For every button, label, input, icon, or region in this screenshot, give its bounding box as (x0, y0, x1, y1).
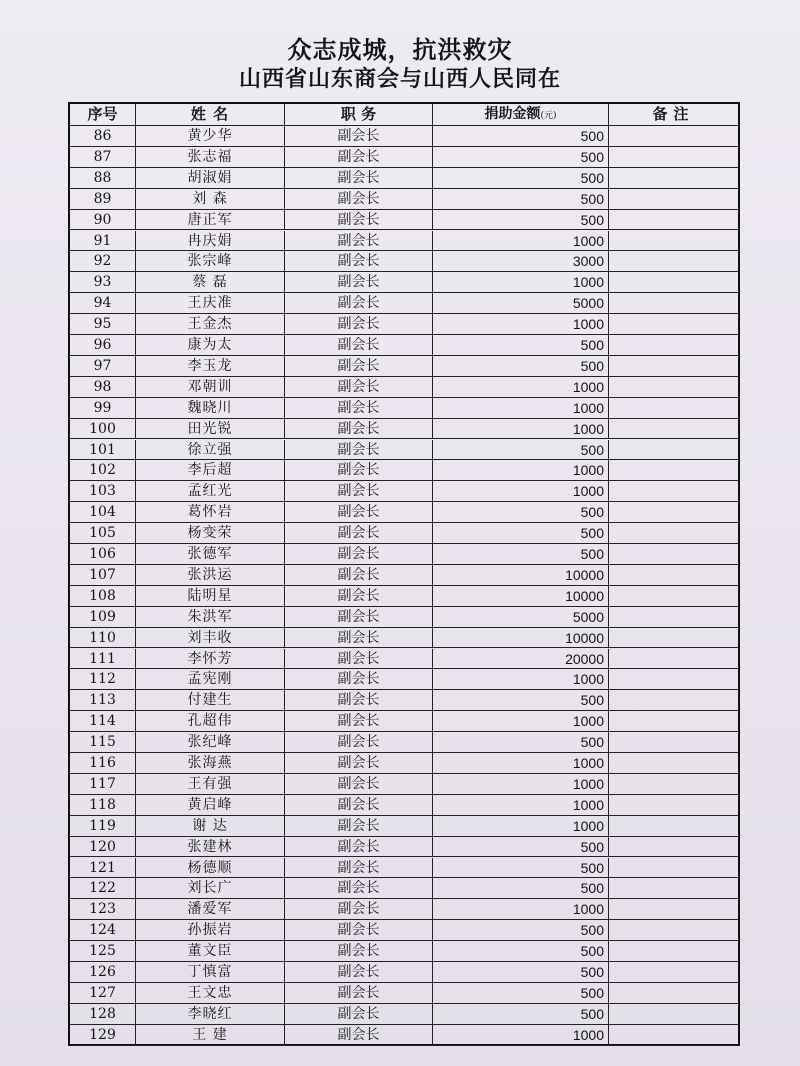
donor-position: 副会长 (285, 962, 433, 982)
donor-name: 李怀芳 (136, 649, 285, 669)
row-number: 128 (70, 1004, 136, 1024)
donation-note (609, 147, 738, 167)
donation-note (609, 878, 738, 898)
donor-position: 副会长 (285, 690, 433, 710)
row-number: 96 (70, 335, 136, 355)
donation-amount: 500 (433, 941, 609, 961)
donation-amount: 1000 (433, 753, 609, 773)
table-row (70, 586, 738, 607)
page-subtitle: 山西省山东商会与山西人民同在 (238, 66, 561, 92)
donor-position: 副会长 (285, 502, 433, 522)
table-row (70, 335, 738, 356)
row-number: 88 (70, 168, 136, 188)
row-number: 107 (70, 565, 136, 585)
donor-position: 副会长 (285, 565, 433, 585)
table-row (70, 293, 738, 314)
donation-amount: 1000 (433, 460, 609, 480)
row-number: 105 (70, 523, 136, 543)
donation-note (609, 753, 738, 773)
donation-note (609, 502, 738, 522)
donation-amount: 500 (433, 920, 609, 940)
donor-position: 副会长 (285, 774, 433, 794)
header-note: 备注 (652, 105, 695, 123)
donor-position: 副会长 (285, 210, 433, 230)
donation-amount: 500 (433, 126, 609, 146)
header-amount-unit: (元) (540, 111, 557, 121)
donor-name: 张洪运 (136, 565, 285, 585)
donor-name: 徐立强 (136, 440, 285, 460)
donation-note (609, 565, 738, 585)
donation-amount: 1000 (433, 1025, 609, 1045)
donation-note (609, 858, 738, 878)
donor-name: 魏晓川 (136, 398, 285, 418)
table-row (70, 690, 738, 711)
row-number: 119 (70, 816, 136, 836)
donor-name: 田光锐 (136, 419, 285, 439)
donor-name: 冉庆娟 (136, 231, 285, 251)
donation-note (609, 335, 738, 355)
donor-name: 杨德顺 (136, 858, 285, 878)
row-number: 101 (70, 440, 136, 460)
donor-name: 刘 森 (136, 189, 285, 209)
table-row (70, 147, 738, 168)
table-row (70, 899, 738, 920)
donor-position: 副会长 (285, 1025, 433, 1045)
donor-position: 副会长 (285, 816, 433, 836)
donor-name: 王 建 (136, 1025, 285, 1045)
table-row (70, 669, 738, 690)
donor-position: 副会长 (285, 1004, 433, 1024)
donation-amount: 1000 (433, 377, 609, 397)
donation-note (609, 962, 738, 982)
table-row (70, 816, 738, 837)
donation-note (609, 210, 738, 230)
donor-name: 朱洪军 (136, 607, 285, 627)
donor-position: 副会长 (285, 878, 433, 898)
donor-position: 副会长 (285, 920, 433, 940)
table-row (70, 398, 738, 419)
donor-position: 副会长 (285, 126, 433, 146)
donor-position: 副会长 (285, 753, 433, 773)
table-row (70, 440, 738, 461)
row-number: 112 (70, 669, 136, 689)
donation-amount: 20000 (433, 649, 609, 669)
table-row (70, 419, 738, 440)
donor-name: 唐正军 (136, 210, 285, 230)
row-number: 103 (70, 481, 136, 501)
table-row (70, 795, 738, 816)
donation-note (609, 314, 738, 334)
table-row (70, 649, 738, 670)
donor-position: 副会长 (285, 231, 433, 251)
donation-amount: 500 (433, 168, 609, 188)
donor-name: 王有强 (136, 774, 285, 794)
donation-note (609, 523, 738, 543)
donation-amount: 1000 (433, 816, 609, 836)
header-amount (433, 104, 609, 125)
row-number: 89 (70, 189, 136, 209)
donation-amount: 500 (433, 962, 609, 982)
donor-name: 康为太 (136, 335, 285, 355)
row-number: 100 (70, 419, 136, 439)
table-row (70, 962, 738, 983)
donor-position: 副会长 (285, 481, 433, 501)
row-number: 99 (70, 398, 136, 418)
donation-note (609, 732, 738, 752)
row-number: 95 (70, 314, 136, 334)
table-row (70, 168, 738, 189)
donation-note (609, 628, 738, 648)
donor-name: 张德军 (136, 544, 285, 564)
donation-note (609, 272, 738, 292)
row-number: 114 (70, 711, 136, 731)
donation-amount: 1000 (433, 899, 609, 919)
donor-name: 刘长广 (136, 878, 285, 898)
donation-amount: 500 (433, 335, 609, 355)
row-number: 115 (70, 732, 136, 752)
donor-position: 副会长 (285, 272, 433, 292)
donation-note (609, 460, 738, 480)
row-number: 108 (70, 586, 136, 606)
row-number: 94 (70, 293, 136, 313)
donation-note (609, 711, 738, 731)
row-number: 106 (70, 544, 136, 564)
donor-position: 副会长 (285, 189, 433, 209)
row-number: 109 (70, 607, 136, 627)
row-number: 92 (70, 251, 136, 271)
donor-name: 王文忠 (136, 983, 285, 1003)
row-number: 113 (70, 690, 136, 710)
donation-note (609, 920, 738, 940)
table-row (70, 837, 738, 858)
donation-amount: 500 (433, 210, 609, 230)
donation-note (609, 544, 738, 564)
donor-name: 李玉龙 (136, 356, 285, 376)
donation-amount: 500 (433, 732, 609, 752)
donor-name: 付建生 (136, 690, 285, 710)
header-name: 姓 名 (136, 104, 285, 125)
row-number: 123 (70, 899, 136, 919)
donation-note (609, 586, 738, 606)
donation-amount: 500 (433, 690, 609, 710)
row-number: 116 (70, 753, 136, 773)
donation-note (609, 649, 738, 669)
donor-name: 王金杰 (136, 314, 285, 334)
row-number: 86 (70, 126, 136, 146)
row-number: 127 (70, 983, 136, 1003)
donor-name: 蔡 磊 (136, 272, 285, 292)
donation-amount: 10000 (433, 628, 609, 648)
donation-amount: 1000 (433, 231, 609, 251)
donation-note (609, 440, 738, 460)
table-row (70, 920, 738, 941)
table-row (70, 314, 738, 335)
table-row (70, 189, 738, 210)
row-number: 121 (70, 858, 136, 878)
donation-note (609, 795, 738, 815)
donation-note (609, 690, 738, 710)
table-header-row (70, 104, 738, 126)
header-position: 职 务 (285, 104, 433, 125)
donor-name: 陆明星 (136, 586, 285, 606)
donation-amount: 1000 (433, 314, 609, 334)
donation-amount: 500 (433, 983, 609, 1003)
donor-position: 副会长 (285, 398, 433, 418)
table-row (70, 481, 738, 502)
donation-amount: 500 (433, 1004, 609, 1024)
donation-amount: 10000 (433, 565, 609, 585)
row-number: 90 (70, 210, 136, 230)
donation-amount: 1000 (433, 795, 609, 815)
donation-amount: 1000 (433, 481, 609, 501)
table-row (70, 607, 738, 628)
table-row (70, 544, 738, 565)
donor-name: 丁慎富 (136, 962, 285, 982)
donor-name: 杨变荣 (136, 523, 285, 543)
table-row (70, 983, 738, 1004)
table-row (70, 1004, 738, 1025)
table-row (70, 523, 738, 544)
donation-note (609, 251, 738, 271)
table-row (70, 210, 738, 231)
donation-note (609, 293, 738, 313)
donation-amount: 10000 (433, 586, 609, 606)
donor-position: 副会长 (285, 168, 433, 188)
donor-name: 黄启峰 (136, 795, 285, 815)
donor-name: 孟宪刚 (136, 669, 285, 689)
donation-amount: 500 (433, 502, 609, 522)
donation-note (609, 231, 738, 251)
table-row (70, 941, 738, 962)
donation-note (609, 669, 738, 689)
donor-position: 副会长 (285, 419, 433, 439)
donation-note (609, 1004, 738, 1024)
donation-amount: 5000 (433, 607, 609, 627)
row-number: 111 (70, 649, 136, 669)
donor-name: 张纪峰 (136, 732, 285, 752)
donor-name: 王庆准 (136, 293, 285, 313)
row-number: 124 (70, 920, 136, 940)
donation-amount: 1000 (433, 419, 609, 439)
donor-position: 副会长 (285, 147, 433, 167)
table-row (70, 628, 738, 649)
donor-position: 副会长 (285, 377, 433, 397)
donation-amount: 1000 (433, 669, 609, 689)
header-no: 序号 (70, 104, 136, 125)
donor-name: 潘爱军 (136, 899, 285, 919)
row-number: 120 (70, 837, 136, 857)
table-row (70, 272, 738, 293)
row-number: 126 (70, 962, 136, 982)
donor-name: 孔超伟 (136, 711, 285, 731)
donor-name: 李后超 (136, 460, 285, 480)
donation-note (609, 126, 738, 146)
donation-amount: 500 (433, 440, 609, 460)
donation-note (609, 816, 738, 836)
donation-amount: 500 (433, 878, 609, 898)
donation-note (609, 899, 738, 919)
table-row (70, 502, 738, 523)
donation-note (609, 419, 738, 439)
donation-amount: 500 (433, 837, 609, 857)
donation-note (609, 1025, 738, 1045)
donor-name: 张志福 (136, 147, 285, 167)
donor-position: 副会长 (285, 586, 433, 606)
page-title: 众志成城，抗洪救灾 (287, 35, 513, 64)
row-number: 122 (70, 878, 136, 898)
header-amount-label: 捐助金额 (484, 106, 541, 122)
row-number: 110 (70, 628, 136, 648)
row-number: 129 (70, 1025, 136, 1045)
donor-name: 董文臣 (136, 941, 285, 961)
donation-amount: 500 (433, 858, 609, 878)
donor-position: 副会长 (285, 732, 433, 752)
donor-name: 张海燕 (136, 753, 285, 773)
donor-position: 副会长 (285, 858, 433, 878)
donor-position: 副会长 (285, 460, 433, 480)
row-number: 125 (70, 941, 136, 961)
donation-table (68, 102, 740, 1046)
row-number: 117 (70, 774, 136, 794)
row-number: 98 (70, 377, 136, 397)
donor-name: 张宗峰 (136, 251, 285, 271)
donor-position: 副会长 (285, 335, 433, 355)
donation-amount: 1000 (433, 398, 609, 418)
donor-position: 副会长 (285, 251, 433, 271)
donation-amount: 1000 (433, 711, 609, 731)
donation-amount: 5000 (433, 293, 609, 313)
donation-note (609, 189, 738, 209)
donation-note (609, 774, 738, 794)
donation-note (609, 398, 738, 418)
table-row (70, 732, 738, 753)
donor-name: 李晓红 (136, 1004, 285, 1024)
donor-name: 葛怀岩 (136, 502, 285, 522)
donor-position: 副会长 (285, 356, 433, 376)
table-row (70, 1025, 738, 1046)
table-row (70, 460, 738, 481)
donation-amount: 500 (433, 189, 609, 209)
donation-note (609, 607, 738, 627)
table-row (70, 753, 738, 774)
donor-position: 副会长 (285, 837, 433, 857)
donor-position: 副会长 (285, 628, 433, 648)
table-row (70, 858, 738, 879)
donor-position: 副会长 (285, 795, 433, 815)
table-row (70, 126, 738, 147)
donor-name: 谢 达 (136, 816, 285, 836)
table-row (70, 377, 738, 398)
donor-position: 副会长 (285, 293, 433, 313)
donor-position: 副会长 (285, 523, 433, 543)
table-row (70, 711, 738, 732)
donor-name: 张建林 (136, 837, 285, 857)
donation-note (609, 356, 738, 376)
donor-position: 副会长 (285, 669, 433, 689)
donation-amount: 500 (433, 544, 609, 564)
donor-position: 副会长 (285, 711, 433, 731)
donation-note (609, 983, 738, 1003)
donor-name: 邓朝训 (136, 377, 285, 397)
donor-position: 副会长 (285, 607, 433, 627)
table-row (70, 878, 738, 899)
donor-name: 胡淑娟 (136, 168, 285, 188)
donation-amount: 500 (433, 147, 609, 167)
table-row (70, 774, 738, 795)
row-number: 87 (70, 147, 136, 167)
donation-amount: 1000 (433, 272, 609, 292)
row-number: 104 (70, 502, 136, 522)
donation-amount: 1000 (433, 774, 609, 794)
donation-amount: 500 (433, 523, 609, 543)
donor-position: 副会长 (285, 544, 433, 564)
table-row (70, 356, 738, 377)
donation-note (609, 168, 738, 188)
donation-note (609, 941, 738, 961)
table-row (70, 231, 738, 252)
donor-position: 副会长 (285, 941, 433, 961)
donor-position: 副会长 (285, 983, 433, 1003)
donor-position: 副会长 (285, 440, 433, 460)
row-number: 102 (70, 460, 136, 480)
donor-name: 黄少华 (136, 126, 285, 146)
table-row (70, 251, 738, 272)
donor-position: 副会长 (285, 649, 433, 669)
table-row (70, 565, 738, 586)
donation-amount: 3000 (433, 251, 609, 271)
donor-position: 副会长 (285, 899, 433, 919)
row-number: 118 (70, 795, 136, 815)
donor-name: 刘丰收 (136, 628, 285, 648)
row-number: 97 (70, 356, 136, 376)
donor-name: 孟红光 (136, 481, 285, 501)
row-number: 91 (70, 231, 136, 251)
donation-amount: 500 (433, 356, 609, 376)
row-number: 93 (70, 272, 136, 292)
donation-note (609, 377, 738, 397)
donation-note (609, 837, 738, 857)
donation-note (609, 481, 738, 501)
donor-name: 孙振岩 (136, 920, 285, 940)
donor-position: 副会长 (285, 314, 433, 334)
